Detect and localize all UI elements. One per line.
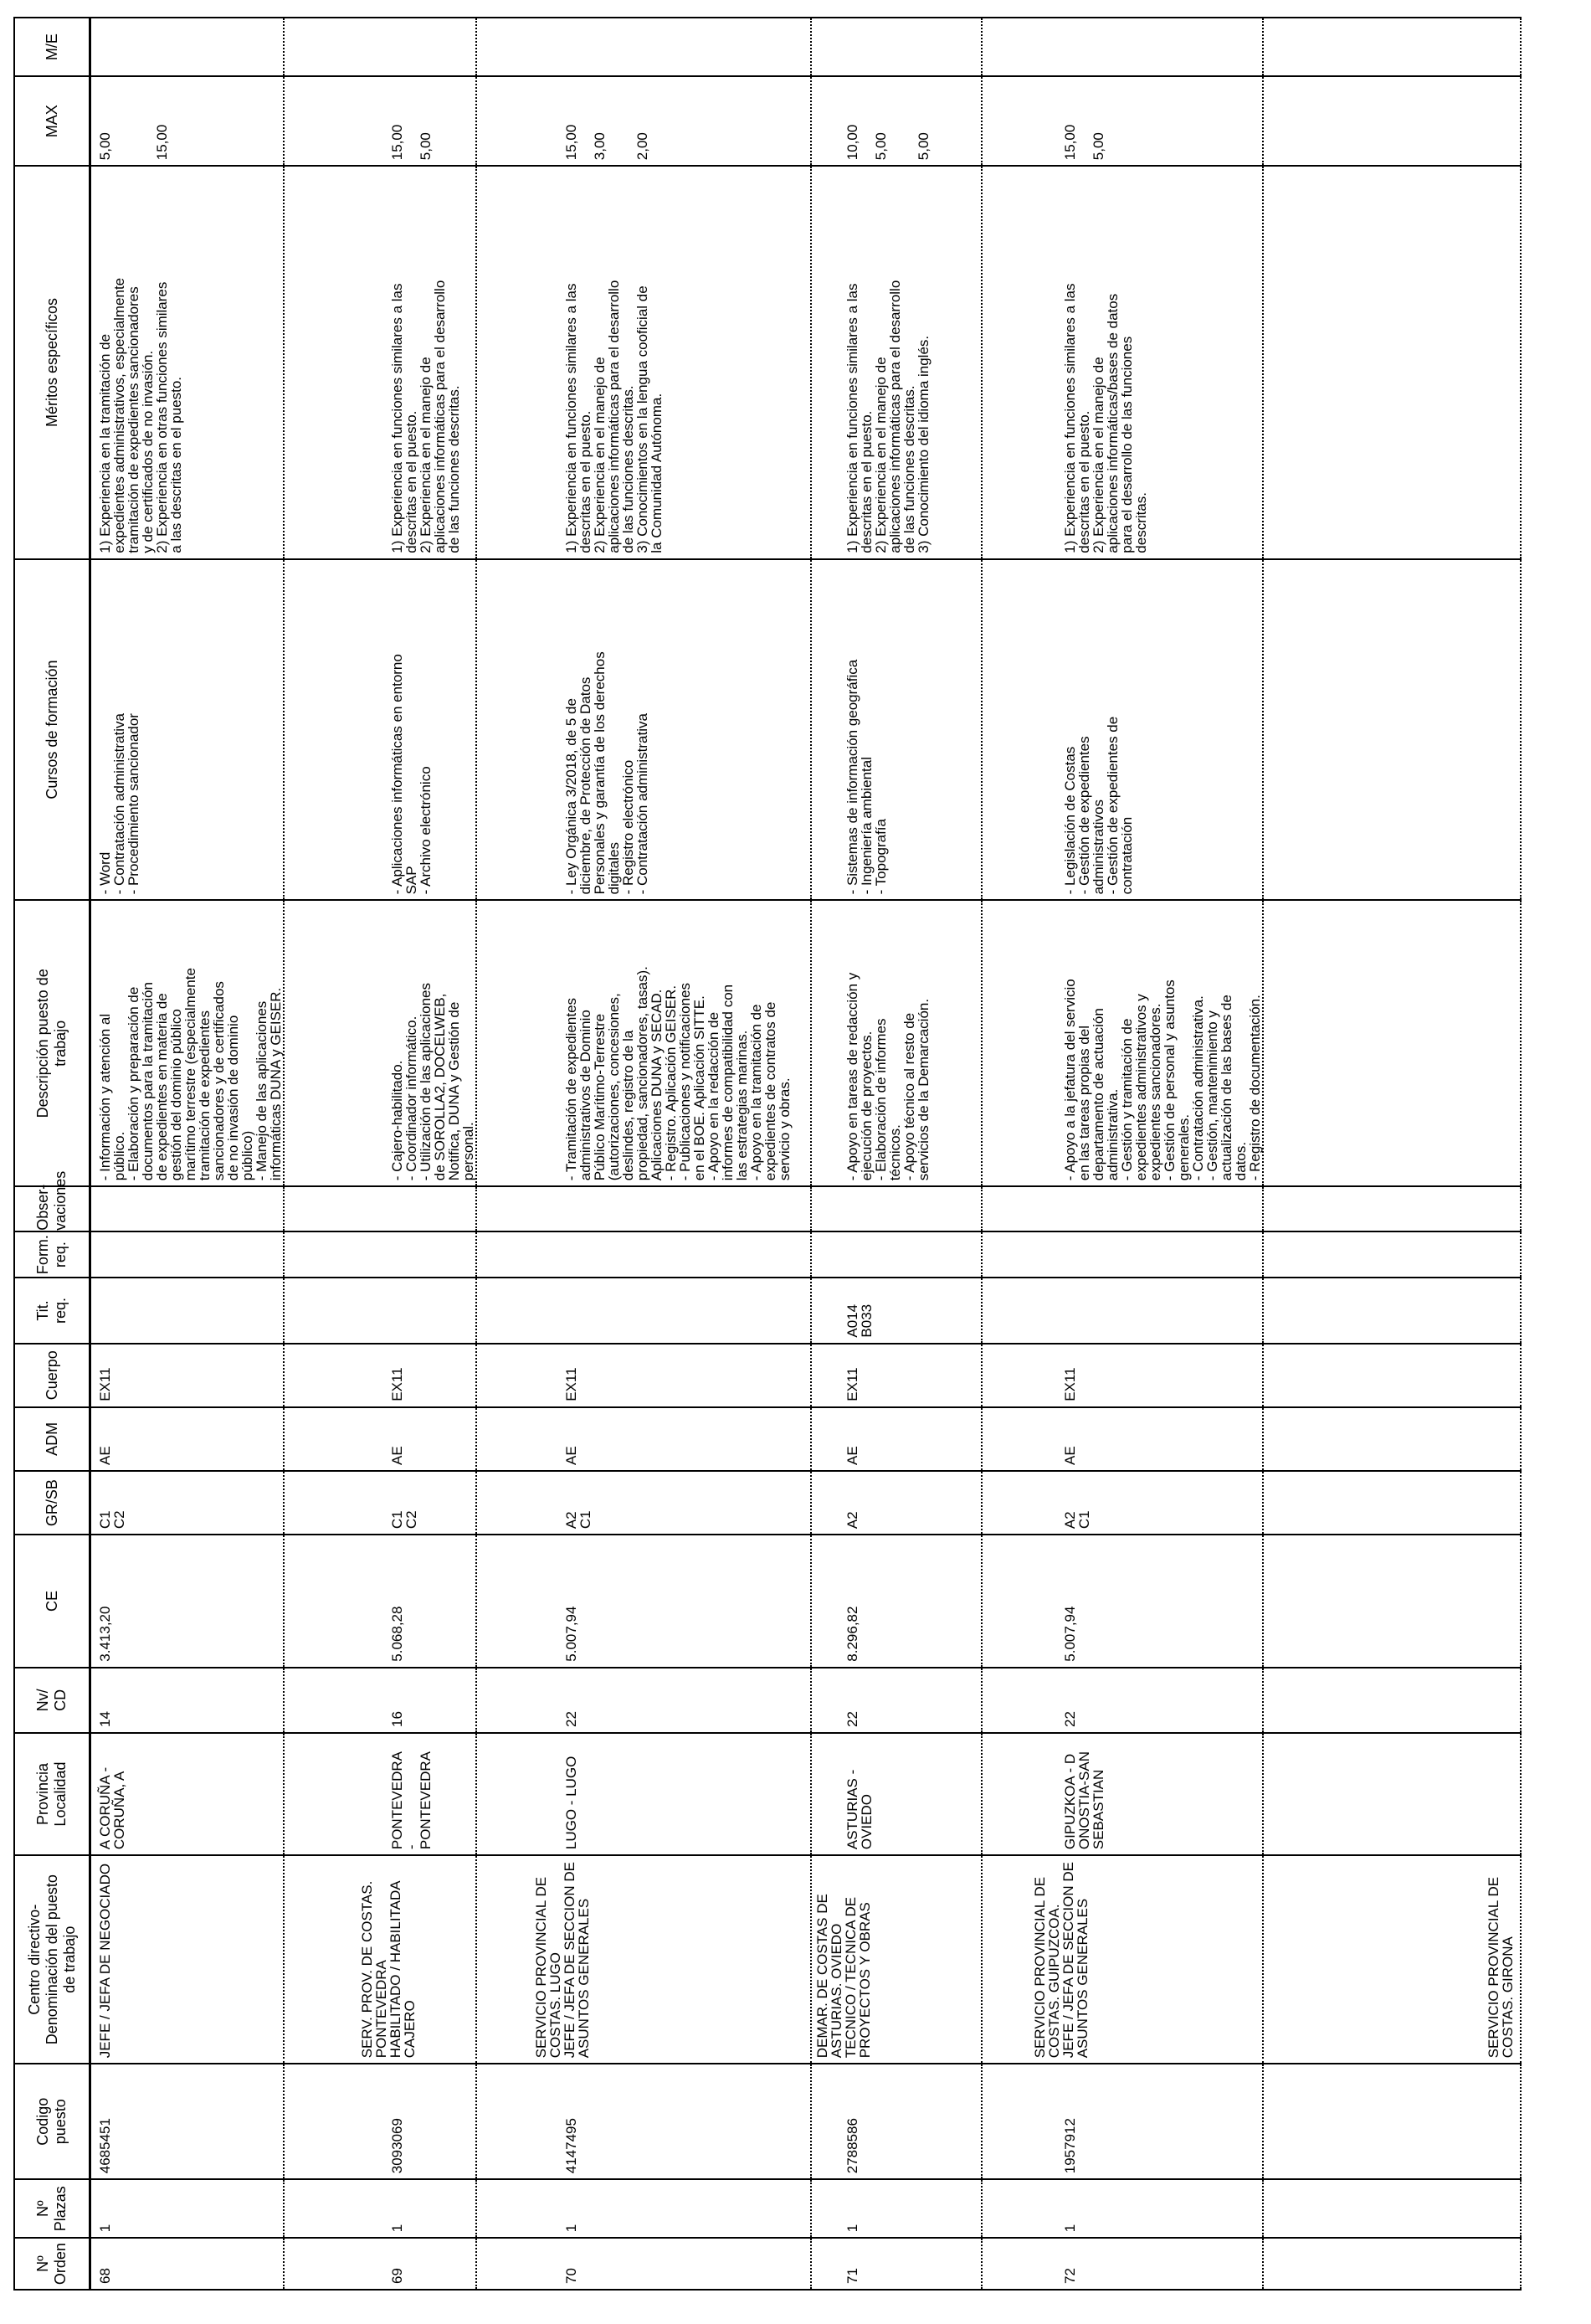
cell-max [284, 76, 476, 166]
text-line: 1) Experiencia en funciones similares a las [844, 283, 860, 553]
cell-provincia: A CORUÑA - CORUÑA, A [90, 1733, 285, 1855]
cell-ce: 5.007,94 [476, 1535, 811, 1668]
text-line: - Ley Orgánica 3/2018, de 5 de [563, 698, 579, 895]
cell-centro: DEMAR. DE COSTAS DE ASTURIAS. OVIEDO TECNICO / TECNICA DE PROYECTOS Y OBRAS [811, 1855, 982, 2064]
table-row [90, 18, 285, 2290]
text-line: departamento de actuación [1091, 1008, 1106, 1181]
header-nivel: Nv/ CD [14, 1668, 90, 1733]
text-line: (autorizaciones, concesiones, [606, 993, 622, 1181]
text-line [621, 82, 635, 160]
text-line: técnicos. [887, 1124, 903, 1181]
cell-cursos [90, 559, 285, 901]
cell-cursos [982, 559, 1263, 901]
text-line: - Coordinador informático. [403, 1015, 419, 1181]
cell-orden [1263, 2238, 1521, 2290]
text-line: de SOROLLA2, DOCELWEB, [432, 993, 448, 1181]
text-line: las estrategias marinas. [734, 1030, 750, 1181]
text-line: 2) Experiencia en otras funciones similares [154, 281, 170, 553]
text-line: sancionadores y de certificados [211, 981, 227, 1181]
cell-grupo: A2 C1 [476, 1471, 811, 1535]
cell-me [476, 18, 811, 76]
text-line: - Registro electrónico [620, 759, 636, 895]
text-line: 5,00 [418, 132, 434, 161]
text-line: 15,00 [1062, 124, 1078, 161]
cell-grupo: C1 C2 [90, 1471, 285, 1535]
table-row [811, 18, 982, 2290]
text-line: público. [111, 1131, 127, 1181]
text-line: - Elaboración y preparación de [126, 986, 141, 1181]
header-codigo: Codigo puesto [14, 2064, 90, 2179]
text-line [404, 82, 418, 160]
cell-orden: 69 [284, 2238, 476, 2290]
cell-grupo: A2 C1 [982, 1471, 1263, 1535]
text-line [1077, 82, 1091, 160]
cell-adm: AE [982, 1407, 1263, 1471]
cell-titulo: A014 B033 [811, 1278, 982, 1343]
cell-descripcion [90, 900, 285, 1186]
text-line: - Gestión de personal y asuntos [1162, 979, 1178, 1181]
cell-titulo [1263, 1278, 1521, 1343]
cell-formacion [284, 1231, 476, 1278]
text-line: - Gestión, mantenimiento y [1204, 1010, 1220, 1181]
cell-nivel: 16 [284, 1668, 476, 1733]
cell-formacion [1263, 1231, 1521, 1278]
text-line: 15,00 [563, 124, 579, 161]
text-line: 5,00 [873, 132, 889, 161]
cell-observaciones [811, 1186, 982, 1231]
cell-descripcion [284, 900, 476, 1186]
text-line: - Apoyo en la redacción de [706, 1011, 721, 1181]
cell-centro: SERVICIO PROVINCIAL DE COSTAS. GIRONA [1263, 1855, 1521, 2064]
cell-codigo [1263, 2064, 1521, 2179]
cell-meritos [90, 166, 285, 558]
cell-observaciones [90, 1186, 285, 1231]
header-descripcion: Descripción puesto de trabajo [14, 900, 90, 1186]
text-line [141, 82, 155, 160]
cell-ce: 3.413,20 [90, 1535, 285, 1668]
text-line: descritas en el puesto. [403, 410, 419, 553]
text-line [112, 82, 126, 160]
header-cuerpo: Cuerpo [14, 1344, 90, 1407]
text-line [1270, 906, 1285, 1180]
cell-descripcion [982, 900, 1263, 1186]
table-row [284, 18, 476, 2290]
cell-cuerpo: EX11 [982, 1344, 1263, 1407]
cell-centro: JEFE / JEFA DE NEGOCIADO [90, 1855, 285, 2064]
text-line: 2) Experiencia en el manejo de [592, 357, 608, 553]
header-cursos: Cursos de formación [14, 559, 90, 901]
text-line: la Comunidad Autónoma. [649, 393, 665, 553]
cell-cursos [1263, 559, 1521, 901]
text-line: - Aplicaciones informáticas en entorno [389, 654, 405, 895]
cell-ce: 5.007,94 [982, 1535, 1263, 1668]
cell-ce: 8.296,82 [811, 1535, 982, 1668]
cell-cuerpo: EX11 [284, 1344, 476, 1407]
header-me: M/E [14, 18, 90, 76]
text-line: - Sistemas de información geográfica [844, 659, 860, 895]
text-line: público) [239, 1130, 255, 1181]
text-line: aplicaciones informáticas/bases de datos [1105, 293, 1121, 553]
cell-observaciones [284, 1186, 476, 1231]
cell-nivel: 22 [476, 1668, 811, 1733]
cell-plazas: 1 [811, 2179, 982, 2238]
cell-codigo: 2788586 [811, 2064, 982, 2179]
text-line: expedientes administrativos y [1133, 994, 1149, 1181]
text-line: administrativos [1091, 800, 1106, 895]
text-line [860, 82, 874, 160]
text-line: administrativa. [1105, 1088, 1121, 1181]
text-line: - Manejo de las aplicaciones [254, 1000, 269, 1181]
text-line: administrativos de Dominio [577, 1010, 593, 1181]
text-line: expedientes de contratos de [762, 1001, 778, 1181]
cell-me [1263, 18, 1521, 76]
cell-codigo: 4685451 [90, 2064, 285, 2179]
text-line: 2) Experiencia en el manejo de [1091, 357, 1106, 553]
text-line: - Apoyo en tareas de redacción y [844, 972, 860, 1181]
text-line: 1) Experiencia en la tramitación de [97, 333, 113, 553]
text-line: - Tramitación de expedientes [563, 997, 579, 1181]
cell-cuerpo: EX11 [476, 1344, 811, 1407]
header-provincia: Provincia Localidad [14, 1733, 90, 1855]
cell-max [90, 76, 285, 166]
text-line: 2,00 [634, 132, 650, 161]
cell-formacion [982, 1231, 1263, 1278]
text-line [1270, 565, 1285, 895]
text-line: aplicaciones informáticas para el desarrollo [887, 280, 903, 553]
header-plazas: Nº Plazas [14, 2179, 90, 2238]
cell-cursos [476, 559, 811, 901]
text-line: 5,00 [1091, 132, 1106, 161]
cell-formacion [476, 1231, 811, 1278]
cell-titulo [476, 1278, 811, 1343]
text-line: - Cajero-habilitado. [389, 1060, 405, 1181]
text-line [126, 82, 141, 160]
text-line: - Apoyo técnico al resto de [901, 1012, 917, 1181]
text-line [578, 82, 593, 160]
text-line: - Elaboración de informes [873, 1018, 889, 1181]
text-line: - Información y atención al [97, 1013, 113, 1181]
text-line: de no invasión de dominio [225, 1015, 241, 1181]
table-row [1263, 18, 1521, 2290]
text-line: Aplicaciones DUNA y SECAD. [649, 989, 665, 1181]
cell-adm: AE [476, 1407, 811, 1471]
cell-me [811, 18, 982, 76]
text-line: - Apoyo a la jefatura del servicio [1062, 979, 1078, 1181]
text-line: y de certificados de no invasión. [140, 350, 156, 553]
text-line [902, 82, 916, 160]
text-line: 3) Conocimiento del idioma inglés. [916, 335, 932, 553]
cell-descripcion [476, 900, 811, 1186]
text-line: 2) Experiencia en el manejo de [873, 357, 889, 553]
cell-provincia [1263, 1733, 1521, 1855]
cell-ce: 5.068,28 [284, 1535, 476, 1668]
cell-nivel [1263, 1668, 1521, 1733]
cell-orden: 72 [982, 2238, 1263, 2290]
text-line: personal. [460, 1122, 476, 1181]
text-line: documentos para la tramitación [140, 982, 156, 1181]
text-line [607, 82, 621, 160]
cell-provincia: LUGO - LUGO [476, 1733, 811, 1855]
header-max: MAX [14, 76, 90, 166]
text-line: 15,00 [154, 124, 170, 161]
header-observaciones: Obser- vaciones [14, 1186, 90, 1231]
cell-centro: SERVICIO PROVINCIAL DE COSTAS. GUIPUZCOA. JEFE / JEFA DE SECCION DE ASUNTOS GENERALES [982, 1855, 1263, 2064]
cell-me [982, 18, 1263, 76]
cell-cuerpo: EX11 [90, 1344, 285, 1407]
table-row [476, 18, 811, 2290]
cell-plazas [1263, 2179, 1521, 2238]
cell-orden: 71 [811, 2238, 982, 2290]
text-line: - Gestión de expedientes [1076, 736, 1092, 895]
cell-max [982, 76, 1263, 166]
text-line: 3,00 [592, 132, 608, 161]
text-line: - Ingeniería ambiental [859, 756, 875, 895]
text-line: 1) Experiencia en funciones similares a las [1062, 283, 1078, 553]
text-line: servicios de la Demarcación. [916, 998, 932, 1181]
cell-titulo [90, 1278, 285, 1343]
text-line: de las funciones descritas. [901, 385, 917, 553]
text-line: diciembre, de Protección de Datos [577, 676, 593, 895]
text-line: en las tareas propias del [1076, 1026, 1092, 1181]
text-line: - Utilización de las aplicaciones [418, 983, 434, 1181]
text-line: descritas en el puesto. [577, 410, 593, 553]
cell-max [811, 76, 982, 166]
text-line: descritas en el puesto. [859, 410, 875, 553]
text-line: 15,00 [389, 124, 405, 161]
job-positions-table [13, 17, 1522, 2291]
cell-descripcion [811, 900, 982, 1186]
cell-titulo [284, 1278, 476, 1343]
cell-me [284, 18, 476, 76]
text-line: - Publicaciones y notificaciones [677, 983, 693, 1181]
cell-nivel: 14 [90, 1668, 285, 1733]
text-line: gestión del dominio público [168, 1009, 184, 1181]
text-line: - Registro. Aplicación GEISER. [663, 985, 679, 1181]
cell-me [90, 18, 285, 76]
cell-codigo: 3093069 [284, 2064, 476, 2179]
text-line: marítimo terrestre (especialmente [182, 968, 198, 1181]
text-line: de las funciones descritas. [446, 385, 462, 553]
cell-titulo [982, 1278, 1263, 1343]
cell-cursos [284, 559, 476, 901]
text-line: - Apoyo en la tramitación de [748, 1004, 764, 1181]
text-line [888, 82, 902, 160]
text-line: Público Marítimo-Terrestre [592, 1013, 608, 1181]
cell-plazas: 1 [284, 2179, 476, 2238]
text-line: a las descritas en el puesto. [168, 376, 184, 553]
text-line: 1) Experiencia en funciones similares a las [563, 283, 579, 553]
cell-grupo: A2 [811, 1471, 982, 1535]
cell-observaciones [476, 1186, 811, 1231]
text-line: 1) Experiencia en funciones similares a las [389, 283, 405, 553]
cell-adm: AE [90, 1407, 285, 1471]
text-line: - Legislación de Costas [1062, 746, 1078, 895]
cell-cuerpo [1263, 1344, 1521, 1407]
text-line: - Archivo electrónico [418, 766, 434, 895]
cell-meritos [284, 166, 476, 558]
text-line: 2) Experiencia en el manejo de [418, 357, 434, 553]
table-row [982, 18, 1263, 2290]
text-line: de expedientes en materia de [154, 993, 170, 1181]
text-line: descritas. [1133, 491, 1149, 553]
cell-adm: AE [284, 1407, 476, 1471]
cell-orden: 68 [90, 2238, 285, 2290]
cell-max [1263, 76, 1521, 166]
cell-codigo: 1957912 [982, 2064, 1263, 2179]
text-line: servicio y obras. [777, 1077, 793, 1181]
text-line: SAP [403, 866, 419, 895]
text-line: - Contratación administrativa. [1190, 995, 1206, 1181]
cell-provincia: GIPUZKOA - D ONOSTIA-SAN SEBASTIAN [982, 1733, 1263, 1855]
cell-provincia: PONTEVEDRA - PONTEVEDRA [284, 1733, 476, 1855]
cell-max [476, 76, 811, 166]
header-grupo: GR/SB [14, 1471, 90, 1535]
text-line: - Contratación administrativa [634, 713, 650, 895]
header-adm: ADM [14, 1407, 90, 1471]
text-line: digitales [606, 842, 622, 895]
text-line: - Procedimiento sancionador [126, 713, 141, 895]
text-line: expedientes sancionadores. [1147, 1003, 1163, 1181]
text-line: expedientes administrativos, especialmente [111, 277, 127, 553]
text-line: contratación [1119, 816, 1135, 895]
cell-centro: SERV. PROV. DE COSTAS. PONTEVEDRA HABILITADO / HABILITADA CAJERO [284, 1855, 476, 2064]
text-line: informes de compatibilidad con [720, 984, 736, 1181]
cell-meritos [476, 166, 811, 558]
text-line: aplicaciones informáticas para el desarrollo [606, 280, 622, 553]
text-line: tramitación de expedientes [197, 1010, 213, 1181]
text-line [1270, 82, 1285, 160]
cell-observaciones [1263, 1186, 1521, 1231]
text-line: 10,00 [844, 124, 860, 161]
cell-formacion [811, 1231, 982, 1278]
text-line: 5,00 [97, 132, 113, 161]
text-line: descritas en el puesto. [1076, 410, 1092, 553]
text-line: en el BOE. Aplicación SITTE. [691, 995, 707, 1181]
cell-grupo: C1 C2 [284, 1471, 476, 1535]
text-line: - Word [97, 851, 113, 895]
cell-plazas: 1 [476, 2179, 811, 2238]
cell-plazas: 1 [982, 2179, 1263, 2238]
text-line: propiedad, sancionadores, tasas). [634, 966, 650, 1181]
header-meritos: Méritos específicos [14, 166, 90, 558]
text-line: informáticas DUNA y GEISER. [268, 987, 284, 1181]
text-line: generales. [1176, 1113, 1192, 1181]
cell-plazas: 1 [90, 2179, 285, 2238]
cell-nivel: 22 [811, 1668, 982, 1733]
cell-cuerpo: EX11 [811, 1344, 982, 1407]
text-line: - Topografía [873, 819, 889, 895]
cell-cursos [811, 559, 982, 901]
text-line: - Registro de documentación. [1247, 995, 1263, 1181]
cell-codigo: 4147495 [476, 2064, 811, 2179]
cell-meritos [811, 166, 982, 558]
header-centro: Centro directivo- Denominación del puesto de trabajo [14, 1855, 90, 2064]
text-line: - Gestión y tramitación de [1119, 1018, 1135, 1181]
text-line: deslindes, registro de la [620, 1030, 636, 1181]
text-line: ejecución de proyectos. [859, 1031, 875, 1181]
cell-adm: AE [811, 1407, 982, 1471]
cell-orden: 70 [476, 2238, 811, 2290]
text-line: - Gestión de expedientes de [1105, 716, 1121, 895]
cell-centro: SERVICIO PROVINCIAL DE COSTAS. LUGO JEFE / JEFA DE SECCION DE ASUNTOS GENERALES [476, 1855, 811, 2064]
text-line: 5,00 [916, 132, 932, 161]
header-ce: CE [14, 1535, 90, 1668]
text-line: aplicaciones informáticas para el desarrollo [432, 280, 448, 553]
cell-meritos [982, 166, 1263, 558]
cell-observaciones [982, 1186, 1263, 1231]
cell-nivel: 22 [982, 1668, 1263, 1733]
text-line: actualización de las bases de [1219, 995, 1234, 1181]
cell-descripcion [1263, 900, 1521, 1186]
header-formacion: Form. req. [14, 1231, 90, 1278]
header-row [14, 18, 90, 2290]
text-line: tramitación de expedientes sancionadores [126, 286, 141, 553]
cell-adm [1263, 1407, 1521, 1471]
text-line: para el desarrollo de las funciones [1119, 336, 1135, 553]
cell-formacion [90, 1231, 285, 1278]
cell-provincia: ASTURIAS - OVIEDO [811, 1733, 982, 1855]
text-line: - Contratación administrativa [111, 713, 127, 895]
cell-meritos [1263, 166, 1521, 558]
text-line: de las funciones descritas. [620, 385, 636, 553]
text-line: 3) Conocimientos en la lengua cooficial de [634, 285, 650, 553]
text-line: datos. [1233, 1141, 1249, 1181]
cell-ce [1263, 1535, 1521, 1668]
text-line: Notifica, DUNA y Gestión de [446, 1001, 462, 1181]
cell-grupo [1263, 1471, 1521, 1535]
text-line: Personales y garantía de los derechos [592, 651, 608, 895]
text-line [1270, 172, 1285, 553]
header-titulo: Tit. req. [14, 1278, 90, 1343]
header-orden: Nº Orden [14, 2238, 90, 2290]
